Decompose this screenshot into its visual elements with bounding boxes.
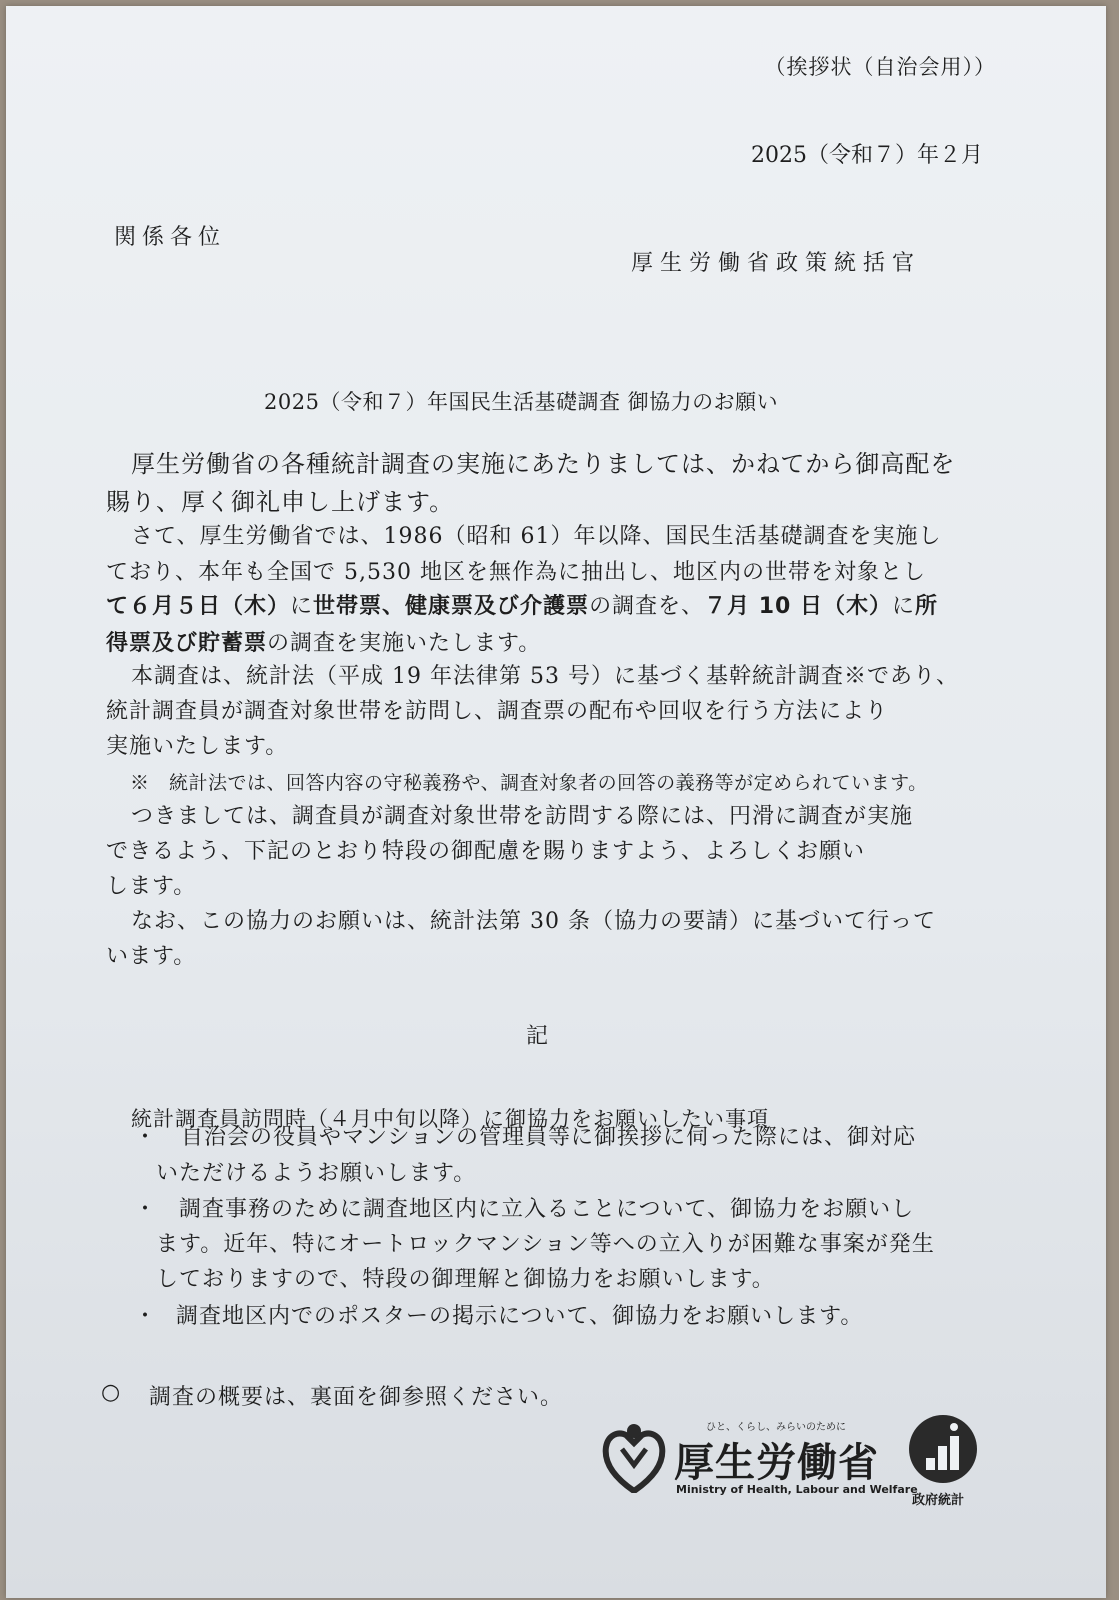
mhlw-heart-logo-icon [602,1421,666,1493]
sender: 厚生労働省政策統括官 [631,251,922,276]
addressee: 関係各位 [114,225,227,250]
body-line: 厚生労働省の各種統計調査の実施にあたりましては、かねてから御高配を [131,450,956,478]
bullet-mark: ・ [134,1197,157,1222]
text-bold: て [106,594,130,619]
document-title: 2025（令和７）年国民生活基礎調査 御協力のお願い [264,390,779,414]
text-bold: 得票及び貯蓄票 [106,631,268,656]
text-bold: 世帯票、健康票及び介護票 [313,594,590,619]
text-bold: ７月 10 日（木） [704,594,893,619]
bullet-mark: ・ [134,1125,157,1150]
body-line-emphasis [106,626,541,657]
body-line-emphasis [106,589,938,620]
bullet-line: いただけるようお願いします。 [156,1161,477,1186]
request-lead: 統計調査員訪問時（４月中旬以降）に御協力をお願いしたい事項 [131,1107,769,1131]
text: に [290,594,314,619]
body-line: つきましては、調査員が調査対象世帯を訪問する際には、円滑に調査が実施 [131,804,914,829]
text: の調査を実施いたします。 [267,631,542,656]
body-line: 統計調査員が調査対象世帯を訪問し、調査票の配布や回収を行う方法により [106,699,889,724]
bullet-mark: ・ [134,1304,157,1329]
reference-note: 調査の概要は、裏面を御参照ください。 [149,1385,564,1410]
body-line: 賜り、厚く御礼申し上げます。 [106,488,455,516]
text-bold: 所 [915,594,939,619]
document-type-tag: （挨拶状（自治会用）） [764,55,996,79]
body-line: います。 [106,944,197,969]
body-line: 本調査は、統計法（平成 19 年法律第 53 号）に基づく基幹統計調査※であり、 [131,664,959,689]
bullet-line: しておりますので、特段の御理解と御協力をお願いします。 [156,1267,775,1292]
body-line: さて、厚生労働省では、1986（昭和 61）年以降、国民生活基礎調査を実施し [131,524,942,549]
mhlw-tagline: ひと、くらし、みらいのために [706,1422,846,1433]
circle-bullet: ○ [101,1380,121,1405]
text: に [892,594,916,619]
stat-label: 政府統計 [912,1493,965,1508]
body-line: できるよう、下記のとおり特段の御配慮を賜りますよう、よろしくお願い [106,839,866,864]
bullet-line: ます。近年、特にオートロックマンション等への立入りが困難な事案が発生 [156,1232,935,1257]
bullet-line: 調査地区内でのポスターの掲示について、御協力をお願いします。 [176,1304,864,1329]
text: の調査を、 [589,594,705,619]
document-page [6,6,1106,1598]
body-line: なお、この協力のお願いは、統計法第 30 条（協力の要請）に基づいて行って [131,909,936,934]
issue-date: 2025（令和７）年２月 [751,143,983,168]
mhlw-name: 厚生労働省 [674,1440,879,1486]
footnote: ※ 統計法では、回答内容の守秘義務や、調査対象者の回答の義務等が定められています。 [130,772,928,794]
body-line: します。 [106,874,197,899]
bullet-line: 調査事務のために調査地区内に立入ることについて、御協力をお願いし [179,1197,915,1222]
body-line: ており、本年も全国で 5,530 地区を無作為に抽出し、地区内の世帯を対象とし [106,560,926,585]
ki-heading: 記 [526,1024,549,1049]
text-bold: ６月５日（木） [129,594,291,619]
mhlw-english-name: Ministry of Health, Labour and Welfare [676,1483,918,1496]
bullet-line: 自治会の役員やマンションの管理員等に御挨拶に伺った際には、御対応 [181,1125,917,1150]
government-statistics-logo-icon [908,1414,978,1484]
body-line: 実施いたします。 [106,734,289,759]
